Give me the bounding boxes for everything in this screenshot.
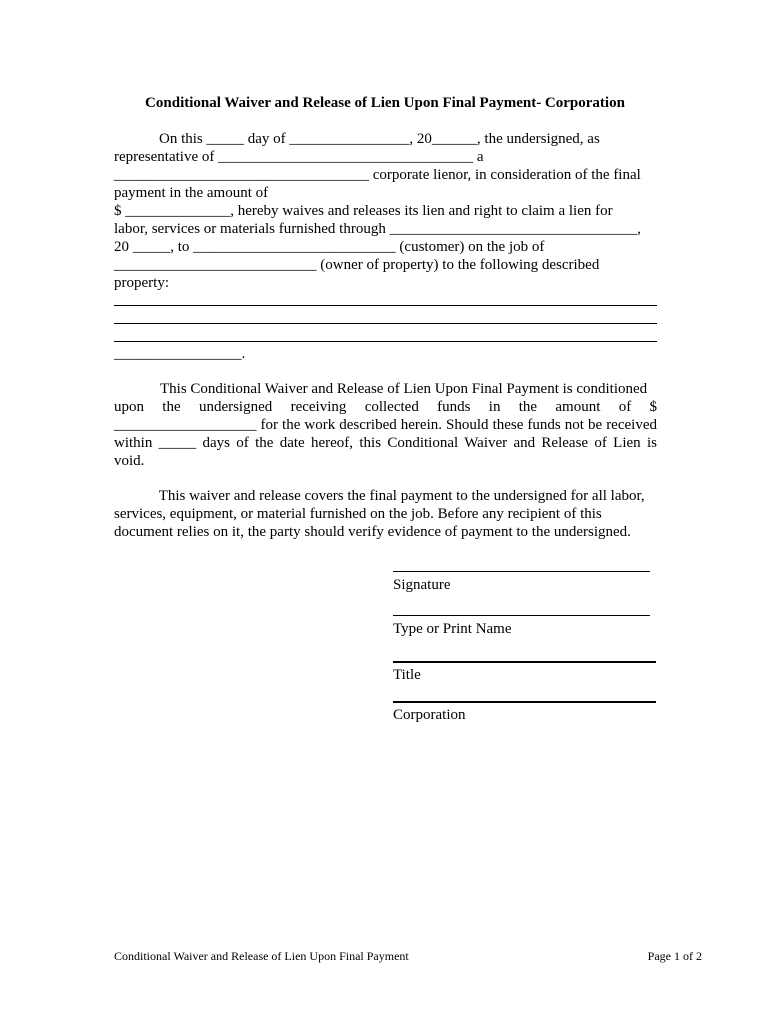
para1-end: _________________. bbox=[114, 346, 246, 362]
print-name-line[interactable] bbox=[393, 615, 650, 616]
para1-line-3: __________________________________ corporate lienor, in consideration of the final bbox=[114, 167, 641, 183]
para1-line-2: representative of __________________________________ a bbox=[114, 149, 484, 165]
page-number: Page 1 of 2 bbox=[647, 949, 702, 963]
signature-label: Signature bbox=[393, 577, 451, 593]
para2-line-1: This Conditional Waiver and Release of Lien Upon Final Payment is conditioned bbox=[160, 381, 648, 397]
para3-line-3: document relies on it, the party should verify evidence of payment to the undersigned. bbox=[114, 524, 631, 540]
title-line[interactable] bbox=[393, 661, 656, 663]
title-label: Title bbox=[393, 667, 421, 683]
corporation-line[interactable] bbox=[393, 701, 656, 703]
signature-line[interactable] bbox=[393, 571, 650, 572]
para1-line-4: payment in the amount of bbox=[114, 185, 269, 201]
property-line-1 bbox=[114, 305, 657, 306]
para3-line-1: This waiver and release covers the final payment to the undersigned for all labor, bbox=[114, 488, 645, 504]
footer-title: Conditional Waiver and Release of Lien Upon Final Payment bbox=[114, 949, 409, 963]
para1-line-1: On this _____ day of ________________, 20______, the undersigned, as bbox=[114, 131, 600, 147]
para1-line-9: property: bbox=[114, 275, 169, 291]
property-line-3 bbox=[114, 341, 657, 342]
para1-line-7: 20 _____, to ___________________________ (customer) on the job of bbox=[114, 239, 545, 255]
para2-line-3: ___________________ for the work described herein. Should these funds not be received bbox=[114, 417, 657, 433]
para1-line-5: $ ______________, hereby waives and releases its lien and right to claim a lien for bbox=[114, 203, 613, 219]
corporation-label: Corporation bbox=[393, 707, 466, 723]
para2-line-2: upon the undersigned receiving collected funds in the amount of $ bbox=[114, 399, 657, 415]
property-line-2 bbox=[114, 323, 657, 324]
document-title: Conditional Waiver and Release of Lien Upon Final Payment- Corporation bbox=[145, 95, 625, 111]
para3-line-2: services, equipment, or material furnished on the job. Before any recipient of this bbox=[114, 506, 602, 522]
para1-line-8: ___________________________ (owner of property) to the following described bbox=[114, 257, 600, 273]
print-name-label: Type or Print Name bbox=[393, 621, 512, 637]
para2-last: void. bbox=[114, 453, 145, 469]
para2-line-4: within _____ days of the date hereof, this Conditional Waiver and Release of Lien is bbox=[114, 435, 657, 451]
para1-line-6: labor, services or materials furnished through _________________________________, bbox=[114, 221, 641, 237]
